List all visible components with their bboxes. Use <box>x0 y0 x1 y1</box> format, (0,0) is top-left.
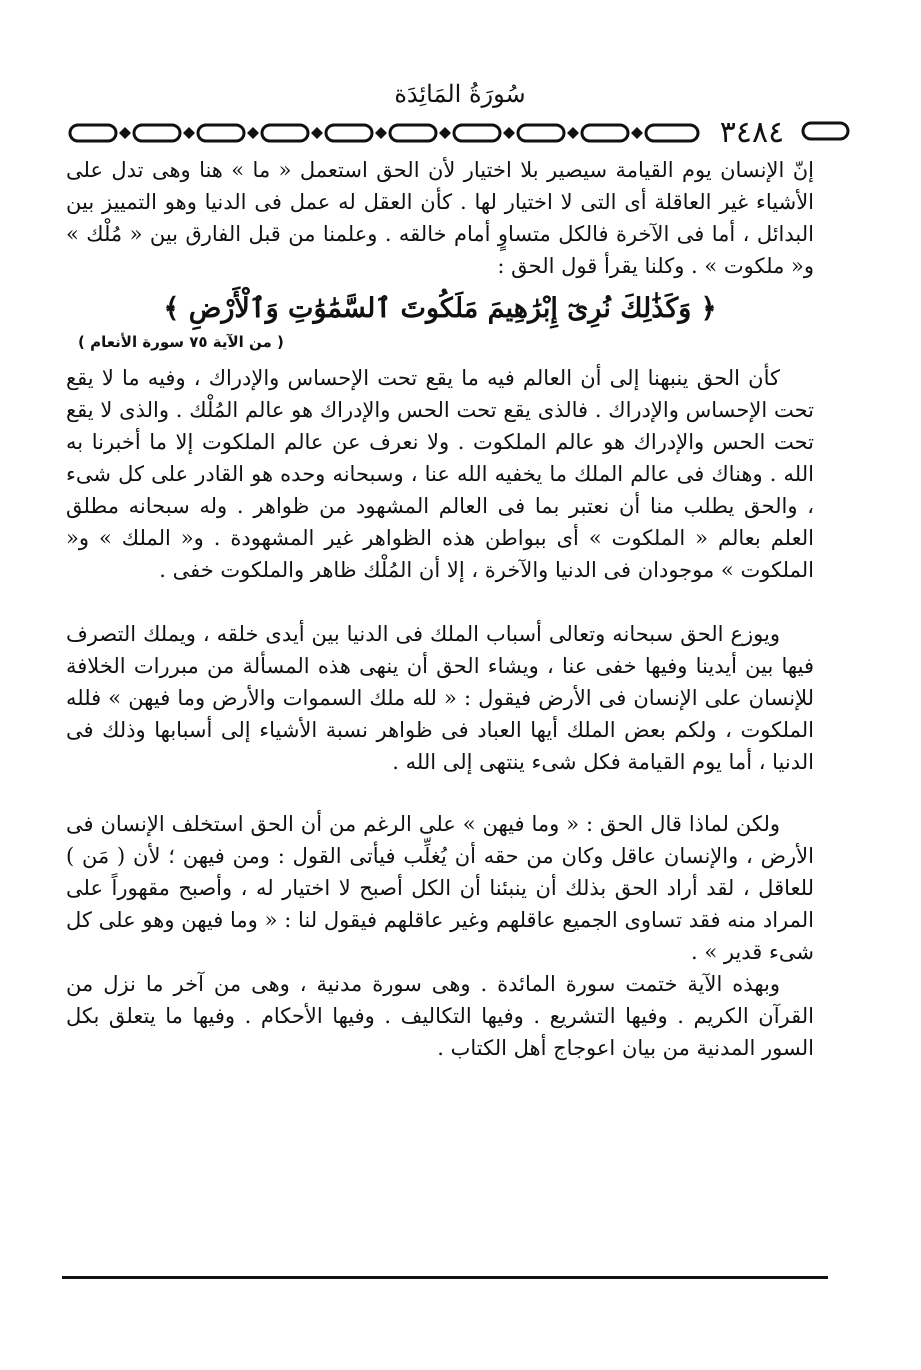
quran-verse: ﴿ وَكَذَٰلِكَ نُرِىٓ إِبْرَٰهِيمَ مَلَكُوتَ ٱلسَّمَٰوَٰتِ وَٱلْأَرْضِ ﴾ <box>163 293 717 324</box>
chain-ornament-icon <box>66 119 706 147</box>
page-number: ٣٤٨٤ <box>719 115 785 150</box>
footer-divider <box>62 1276 828 1279</box>
page-header <box>66 112 852 154</box>
paragraph-gap <box>66 778 814 808</box>
oval-ornament-icon <box>800 118 852 144</box>
page-body <box>66 154 814 1064</box>
paragraph: إنّ الإنسان يوم القيامة سيصير بلا اختيار لأن الحق استعمل « ما » هنا وهى تدل على الأشياء غير العاقلة أى التى لا اختيار لها . كأن العقل له عمل فى الدنيا وهو التمييز بين البدائل ، أما فى الآخرة فالكل متساوٍ أمام خالقه . وعلمنا من قبل الفارق بين « مُلْك » و« ملكوت » . وكلنا يقرأ قول الحق : <box>66 158 815 278</box>
paragraph: وبهذه الآية ختمت سورة المائدة . وهى سورة مدنية ، وهى من آخر ما نزل من القرآن الكريم . وفيها التشريع . وفيها التكاليف . وفيها الأحكام . وفيها ما يتعلق بكل السور المدنية من بيان اعوجاج أهل الكتاب . <box>66 972 814 1060</box>
paragraph: ولكن لماذا قال الحق : « وما فيهن » على الرغم من أن الحق استخلف الإنسان فى الأرض ، والإنسان عاقل وكان من حقه أن يُغلِّب فيأتى القول : ومن فيهن ؛ لأن ( مَن ) للعاقل ، لقد أراد الحق بذلك أن ينبئنا أن الكل أصبح لا اختيار له ، وأصبح مقهوراً على المراد منه فقد تساوى الجميع عاقلهم وغير عاقلهم فيقول لنا : « وما فيهن وهو على كل شىء قدير » . <box>66 812 814 964</box>
verse-reference: ( من الآية ٧٥ سورة الأنعام ) <box>78 333 284 351</box>
paragraph-gap <box>66 586 814 618</box>
surah-title: سُورَةُ المَائِدَة <box>394 80 526 108</box>
paragraph: كأن الحق ينبهنا إلى أن العالم فيه ما يقع تحت الإحساس والإدراك ، وفيه ما لا يقع تحت الإحساس والإدراك . فالذى يقع تحت الحس والإدراك هو عالم المُلْك . والذى لا يقع تحت الحس والإدراك هو عالم الملكوت . ولا نعرف عن عالم الملكوت إلا ما أخبرنا به الله . وهناك فى عالم الملك ما يخفيه الله عنا ، وسبحانه وحده هو القادر على كل شىء ، والحق يطلب منا أن نعتبر بما فى العالم المشهود من ظواهر . وله سبحانه مطلق العلم بعالم « الملكوت » أى ببواطن هذه الظواهر غير المشهودة . و« الملك » و« الملكوت » موجودان فى الدنيا والآخرة ، إلا أن المُلْك ظاهر والملكوت خفى . <box>66 366 814 582</box>
paragraph: ويوزع الحق سبحانه وتعالى أسباب الملك فى الدنيا بين أيدى خلقه ، ويملك التصرف فيها بين أيدينا وفيها خفى عنا ، ويشاء الحق أن ينهى هذه المسألة من مبررات الخلافة للإنسان على الإنسان فى الأرض فيقول : « لله ملك السموات والأرض وما فيهن » فلله الملكوت ، ولكم بعض الملك أيها العباد فى ظواهر نسبة الأشياء إلى أسبابها وذلك فى الدنيا ، أما يوم القيامة فكل شىء ينتهى إلى الله . <box>66 622 814 774</box>
